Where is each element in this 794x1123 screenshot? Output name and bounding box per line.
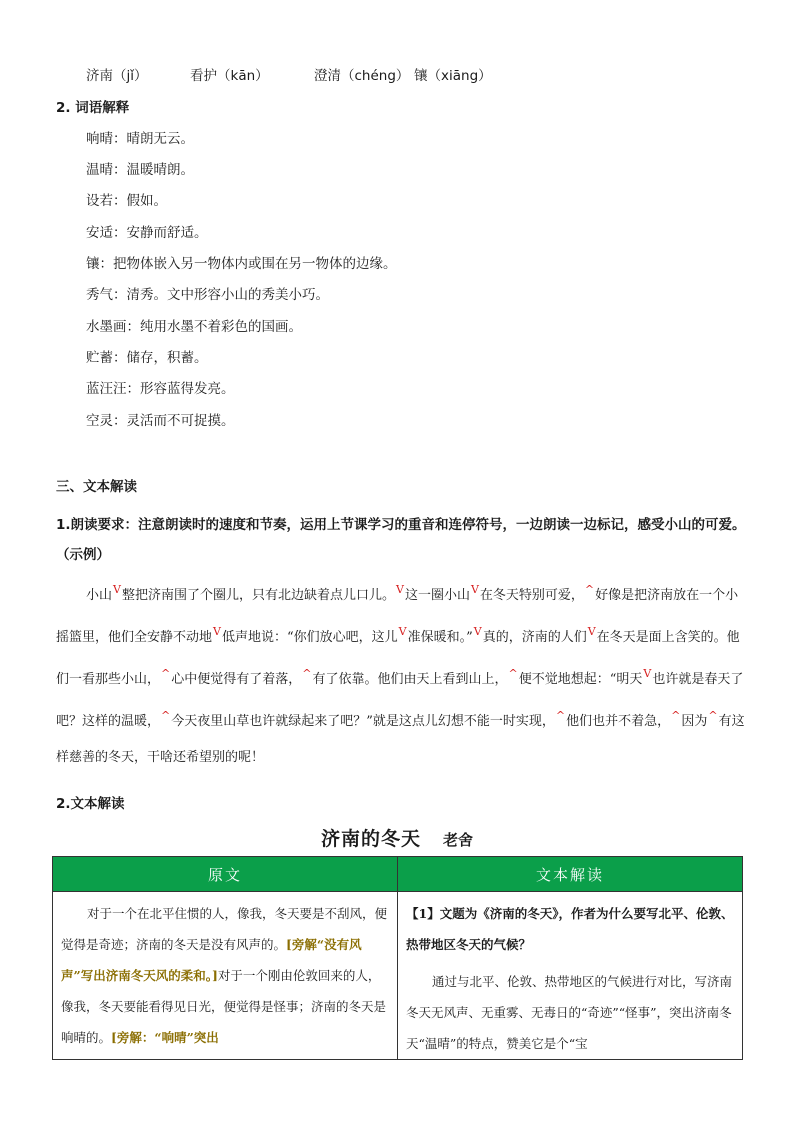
reading-requirement: 1.朗读要求：注意朗读时的速度和节奏，运用上节课学习的重音和连停符号，一边朗读一边标记，感受小山的可爱。（示例） [56,517,746,563]
header-original: 原文 [53,857,398,892]
original-text: 对于一个在北平住惯的人，像我，冬天要是不刮风，便觉得是奇迹；济南的冬天是没有风声的。[旁解“没有风声”写出济南冬天风的柔和。]对于一个刚由伦敦回来的人，像我，冬天要能看得见日光，便觉得是怪事；济南的冬天是响晴的。[旁解：“响晴”突出 [61,906,388,1045]
vocab-term: 秀气：清秀。文中形容小山的秀美小巧。 [86,287,329,303]
analysis-cell [398,892,743,1060]
vocab-term: 蓝汪汪：形容蓝得发亮。 [86,381,235,397]
analysis-table [52,856,743,1060]
vocab-term: 响晴：晴朗无云。 [86,131,194,147]
section-heading: 三、文本解读 [56,479,137,495]
pause-mark: V [113,583,121,596]
vocab-term: 温晴：温暖晴朗。 [86,162,194,178]
stress-mark: ^ [708,709,718,722]
stress-mark: ^ [584,583,595,596]
vocab-term: 安适：安静而舒适。 [86,225,208,241]
marked-passage: 小山$^V$整把济南围了个圈儿，只有北边缺着点儿口儿。$^V$这一圈小山$^V$在冬天特别可爱，^好像是把济南放在一个小摇篮里，他们全安静不动地$^V$低声地说：“你们放心吧，这儿$^V$准保暖和。”$^V$真的，济南的人们$^V$在冬天是面上含笑的。他们一看那些小山，^心中便觉得有了着落，^有了依靠。他们由天上看到山上，^便不觉地想起：“明天$^V$也许就是春天了吧？这样的温暖，^今天夜里山草也许就绿起来了吧？”就是这点儿幻想不能一时实现，^他们也并不着急，^因为^有这样慈善的冬天，干啥还希望别的呢！ [56,583,745,765]
stress-mark: ^ [161,709,171,722]
pause-mark: V [213,625,221,638]
vocab-term: 水墨画：纯用水墨不着彩色的国画。 [86,319,302,335]
pause-mark: V [395,583,404,596]
pinyin-item: 看护（kān） [190,68,269,84]
stress-mark: ^ [508,667,518,680]
analysis-question: 【1】文题为《济南的冬天》，作者为什么要写北平、伦敦、热带地区冬天的气候？ [406,906,734,952]
header-analysis: 文本解读 [398,857,743,892]
stress-mark: ^ [161,667,171,680]
side-note: [旁解：“响晴”突出 [111,1030,219,1045]
article-author: 老舍 [443,831,474,849]
stress-mark: ^ [555,709,566,722]
section-heading-text: 2.文本解读 [56,796,125,812]
pinyin-line [86,64,492,84]
pause-mark: V [470,583,479,596]
original-text-cell [53,892,398,1060]
pause-mark: V [398,625,407,638]
article-title-block [0,824,794,851]
analysis-answer: 通过与北平、伦敦、热带地区的气候进行对比，写济南冬天无风声、无重雾、无毒日的“奇迹”“怪事”，突出济南冬天“温晴”的特点，赞美它是个“宝 [406,974,733,1051]
stress-mark: ^ [302,667,312,680]
pinyin-item: 澄清（chéng） [314,68,410,84]
side-note: [旁解“没有风声”写出济南冬天风的柔和。] [61,937,362,983]
pinyin-item: 镶（xiāng） [414,68,492,84]
vocab-term: 空灵：灵活而不可捉摸。 [86,413,235,429]
article-title: 济南的冬天 [320,828,421,850]
pause-mark: V [643,667,652,680]
stress-mark: ^ [671,709,681,722]
vocab-heading: 2. 词语解释 [56,100,130,116]
pause-mark: V [473,625,482,638]
pinyin-item: 济南（jǐ） [86,68,148,84]
pause-mark: V [587,625,596,638]
vocab-term: 设若：假如。 [86,193,167,209]
vocab-term: 镶：把物体嵌入另一物体内或围在另一物体的边缘。 [86,256,397,272]
vocab-term: 贮蓄：储存，积蓄。 [86,350,208,366]
